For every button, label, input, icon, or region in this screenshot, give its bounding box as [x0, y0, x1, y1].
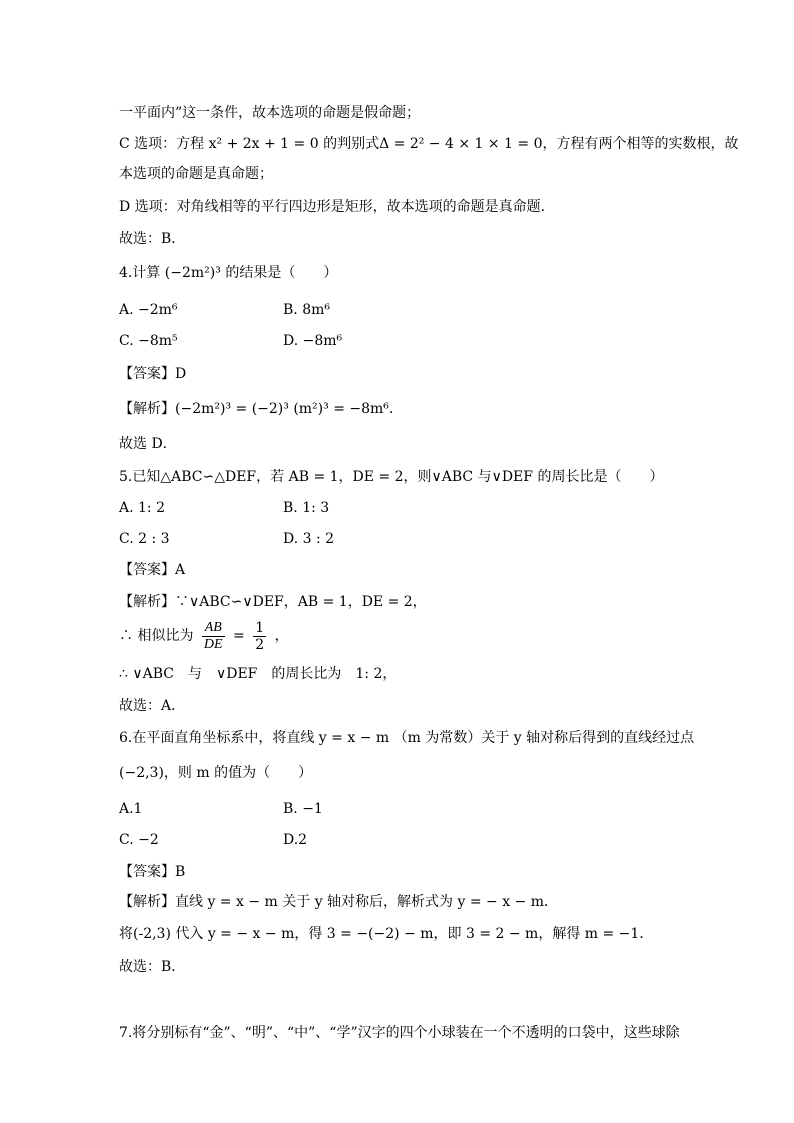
question-7: 7.将分别标有“金”、“明”、“中”、“学”汉字的四个小球装在一个不透明的口袋中，这些球除	[119, 1025, 680, 1041]
question-6: 6.在平面直角坐标系中，将直线 y = x − m （m 为常数）关于 y 轴对称后得到的直线经过点	[119, 730, 695, 746]
q5-explanation: 【解析】∵∨ABC∽∨DEF，AB = 1，DE = 2，	[119, 594, 427, 610]
q6-option-c: C. −2	[119, 832, 159, 848]
q6-explanation-2: 将(-2,3) 代入 y = − x − m，得 3 = −(−2) − m，即 3 = 2 − m，解得 m = −1．	[119, 926, 654, 942]
text-line: D 选项：对角线相等的平行四边形是矩形，故本选项的命题是真命题．	[119, 199, 555, 215]
fraction-ab-de	[202, 620, 225, 653]
q6-explanation-1: 【解析】直线 y = x − m 关于 y 轴对称后，解析式为 y = − x − m．	[119, 894, 559, 910]
q5-option-c: C. 2 : 3	[119, 531, 170, 547]
q4-option-c: C. −8m⁵	[119, 333, 178, 349]
text-line: 本选项的命题是真命题；	[119, 166, 273, 182]
q4-option-b: B. 8m⁶	[283, 302, 330, 318]
question-5: 5.已知△ABC∽△DEF，若 AB = 1，DE = 2，则∨ABC 与∨DEF 的周长比是（ ）	[119, 469, 664, 485]
q4-option-a: A. −2m⁶	[119, 302, 178, 318]
fraction-denominator: 2	[255, 636, 265, 653]
fraction-one-half	[253, 620, 266, 653]
q5-ratio-prefix: ∴ 相似比为	[119, 628, 194, 644]
fraction-denominator: DE	[203, 636, 223, 652]
q5-option-b: B. 1: 3	[283, 500, 330, 516]
text-line: C 选项：方程 x² + 2x + 1 = 0 的判别式Δ = 2² − 4 × 1 × 1 = 0，方程有两个相等的实数根，故	[119, 136, 739, 152]
q4-explanation: 【解析】(−2m²)³ = (−2)³ (m²)³ = −8m⁶．	[119, 401, 403, 417]
q4-selection: 故选 D．	[119, 436, 177, 452]
q6-answer: 【答案】B	[119, 864, 186, 880]
q4-answer: 【答案】D	[119, 366, 187, 382]
q6-option-a: A.1	[119, 801, 143, 817]
q6-option-d: D.2	[283, 832, 308, 848]
q6-option-b: B. −1	[283, 801, 323, 817]
fraction-numerator: 1	[255, 619, 265, 636]
q5-ratio	[119, 618, 289, 654]
q5-option-a: A. 1: 2	[119, 500, 165, 516]
q5-option-d: D. 3 : 2	[283, 531, 335, 547]
question-4: 4.计算 (−2m²)³ 的结果是（ ）	[119, 265, 338, 281]
q5-answer: 【答案】A	[119, 562, 186, 578]
text-line: 一平面内”这一条件，故本选项的命题是假命题；	[119, 105, 421, 121]
question-6-cont: (−2,3)，则 m 的值为（ ）	[119, 765, 313, 781]
q6-selection: 故选：B．	[119, 959, 186, 975]
fraction-numerator: AB	[202, 620, 225, 637]
q5-perimeter: ∴ ∨ABC 与 ∨DEF 的周长比为 1: 2，	[119, 666, 397, 682]
text-line: 故选：B．	[119, 231, 186, 247]
q5-ratio-suffix: ，	[274, 628, 289, 644]
q4-option-d: D. −8m⁶	[283, 333, 343, 349]
equals-sign: =	[233, 628, 245, 644]
q5-selection: 故选：A．	[119, 698, 186, 714]
